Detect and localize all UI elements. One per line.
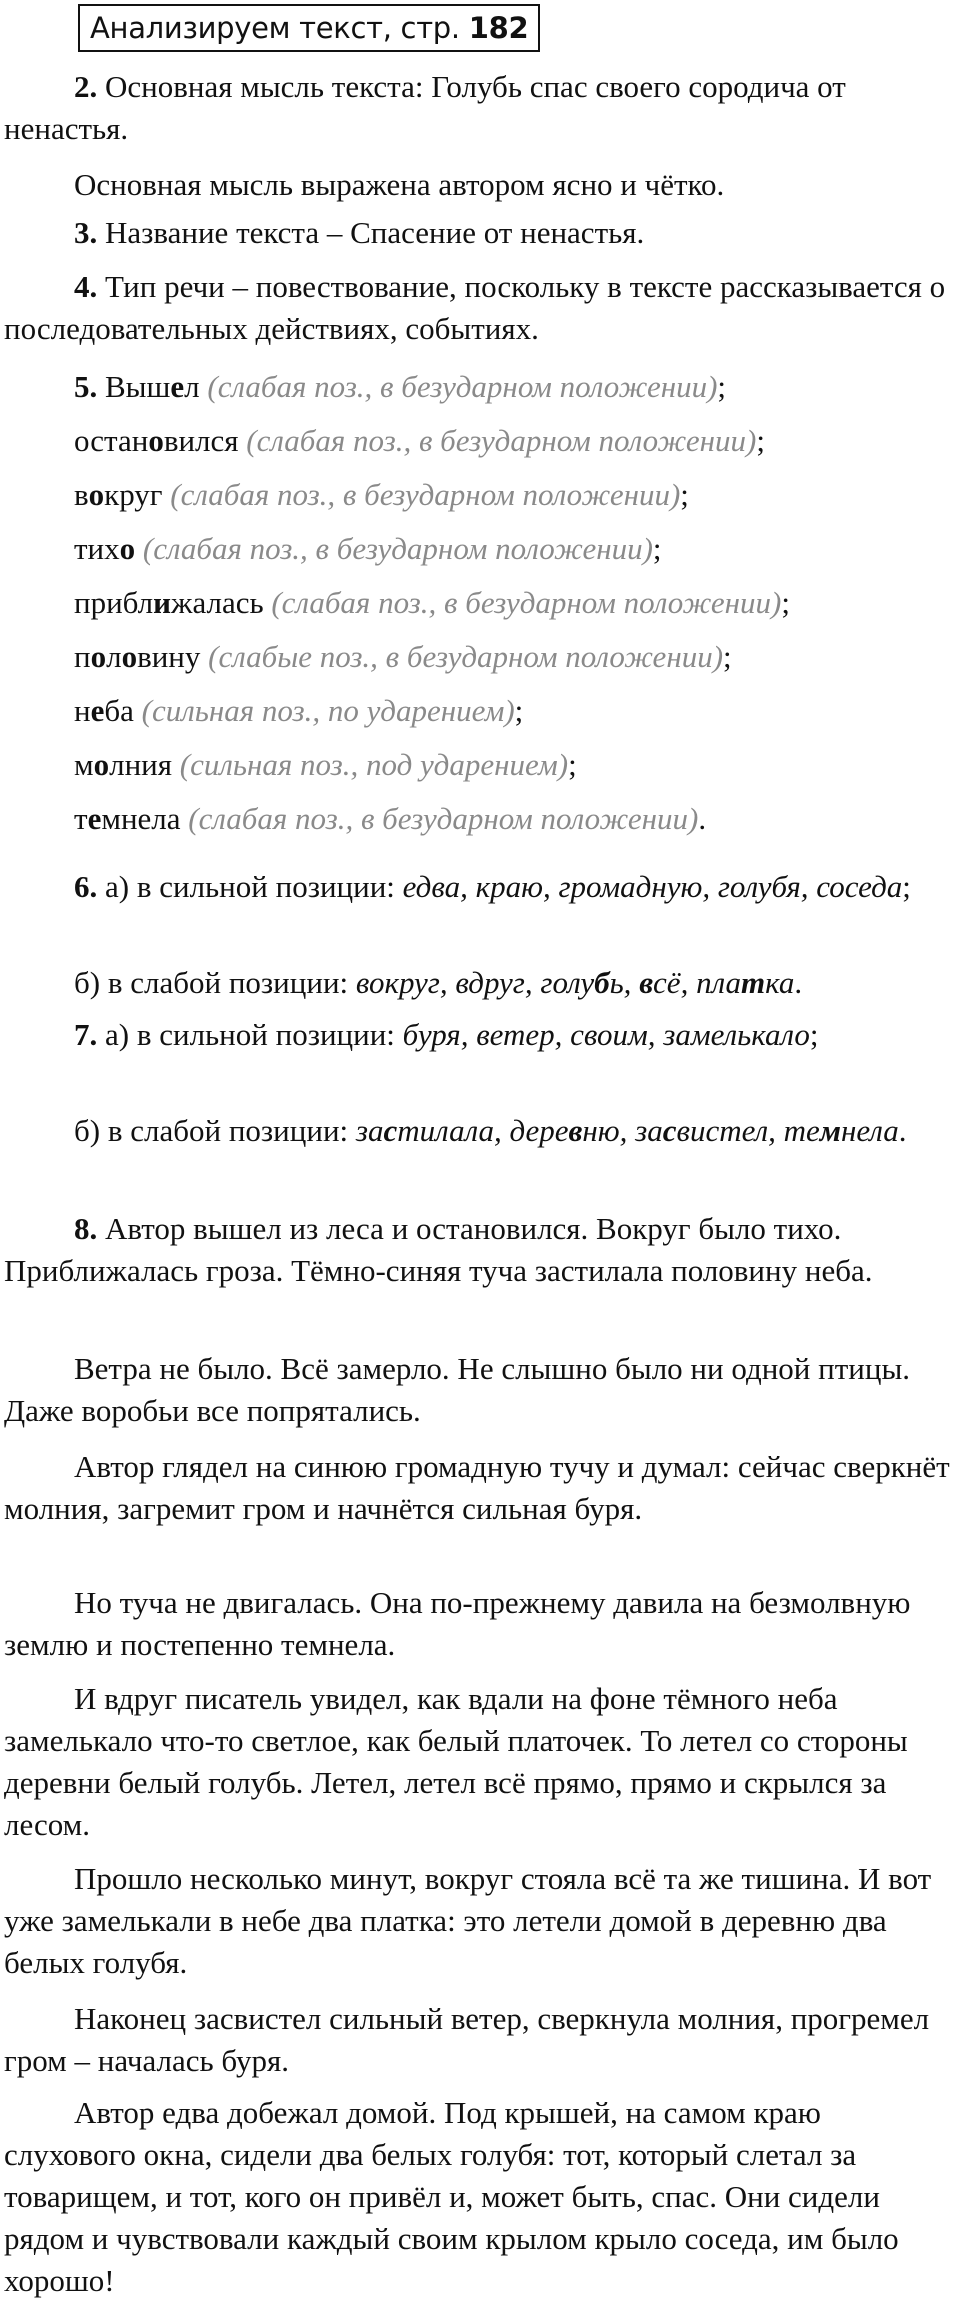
answer-label: а) в сильной позиции: [97, 1017, 403, 1052]
word-note: (слабая поз., в безударном положении) [238, 423, 757, 458]
answer-5-word-6 [74, 636, 954, 678]
word-note: (слабая поз., в безударном положении) [162, 477, 681, 512]
word-note: (слабая поз., в безударном положении) [135, 531, 653, 566]
word-vowel: о [93, 747, 110, 782]
answer-number: 2. [74, 69, 98, 104]
punct: ; [902, 869, 911, 904]
story-paragraph: Автор глядел на синюю громадную тучу и думал: сейчас сверкнёт молния, загремит гром и начнётся сильная буря. [4, 1449, 950, 1526]
answer-6b [4, 962, 956, 1004]
highlight-letter: с [662, 1113, 677, 1148]
word-part: п [74, 639, 91, 674]
word-part: т [74, 801, 88, 836]
word-part: прибл [74, 585, 154, 620]
answer-words: за [355, 1113, 384, 1148]
answer-5-word-8 [74, 744, 954, 786]
word-vowel: е [87, 801, 102, 836]
punct: ; [756, 423, 765, 458]
word-part: тих [74, 531, 120, 566]
word-note: (слабые поз., в безударном положении) [200, 639, 724, 674]
word-part: м [74, 747, 94, 782]
word-vowel: и [153, 585, 172, 620]
answer-words: вокруг, вдруг, голу [355, 965, 595, 1000]
word-part: н [74, 693, 91, 728]
word-vowel: о [119, 531, 136, 566]
word-part: Выш [97, 369, 171, 404]
answer-3 [4, 212, 956, 254]
answer-words: нела [841, 1113, 899, 1148]
word-vowel: о [88, 477, 105, 512]
answer-8 [4, 1208, 956, 1292]
answer-number: 8. [74, 1211, 98, 1246]
word-part: л [184, 369, 200, 404]
answer-number: 6. [74, 869, 98, 904]
word-part: в [74, 477, 89, 512]
highlight-letter: в [639, 965, 654, 1000]
answer-7a [4, 1014, 956, 1056]
answer-words: ню, за [582, 1113, 663, 1148]
punct: ; [781, 585, 791, 620]
word-note: (сильная поз., по ударением) [133, 693, 515, 728]
word-part: вился [163, 423, 239, 458]
answer-5-word-2 [74, 420, 954, 462]
answer-5-word-1 [74, 366, 954, 408]
answer-2 [4, 66, 956, 150]
punct: ; [723, 639, 732, 674]
punct: ; [652, 531, 662, 566]
word-part: остан [74, 423, 149, 458]
word-vowel: о [90, 639, 107, 674]
story-paragraph: Но туча не двигалась. Она по-прежнему давила на безмолвную землю и постепенно темнела. [4, 1585, 911, 1662]
answer-words: ь, [609, 965, 640, 1000]
answer-text: Тип речи – повествование, поскольку в тексте рассказывается о последовательных действиях, событиях. [4, 269, 946, 346]
punct: . [698, 801, 707, 836]
answer-2-continuation: Основная мысль выражена автором ясно и чётко. [74, 167, 725, 202]
word-part: жалась [171, 585, 264, 620]
word-part: лния [109, 747, 173, 782]
punct: ; [680, 477, 689, 512]
punct: . [898, 1113, 907, 1148]
section-header-label: Анализируем текст, стр. [90, 11, 460, 45]
answer-words: ка [765, 965, 795, 1000]
word-note: (слабая поз., в безударном положении) [180, 801, 699, 836]
story-paragraph: Прошло несколько минут, вокруг стояла всё та же тишина. И вот уже замелькали в небе два платка: это летели домой в деревню два белых голубя. [4, 1861, 932, 1980]
highlight-letter: б [594, 965, 610, 1000]
story-paragraph: Ветра не было. Всё замерло. Не слышно было ни одной птицы. Даже воробьи все попрятались. [4, 1351, 911, 1428]
word-part: вину [137, 639, 201, 674]
answer-5-word-4 [74, 528, 954, 570]
highlight-letter: в [568, 1113, 583, 1148]
word-note: (слабая поз., в безударном положении) [199, 369, 718, 404]
answer-words: буря, ветер, своим, замелькало [402, 1017, 810, 1052]
answer-words: сё, пла [653, 965, 741, 1000]
answer-5-word-5 [74, 582, 954, 624]
word-part: ба [104, 693, 134, 728]
word-part: мнела [101, 801, 181, 836]
answer-text: Автор вышел из леса и остановился. Вокруг было тихо. Приближалась гроза. Тёмно-синяя туча застилала половину неба. [4, 1211, 873, 1288]
word-vowel: е [90, 693, 105, 728]
word-vowel: о [121, 639, 138, 674]
answer-label: а) в сильной позиции: [97, 869, 403, 904]
answer-number: 7. [74, 1017, 98, 1052]
highlight-letter: м [819, 1113, 842, 1148]
answer-label: б) в слабой позиции: [74, 965, 356, 1000]
word-note: (слабая поз., в безударном положении) [263, 585, 782, 620]
punct: ; [514, 693, 524, 728]
answer-4 [4, 266, 956, 350]
punct: ; [809, 1017, 819, 1052]
answer-words: тилала, дере [397, 1113, 569, 1148]
answer-words: вистел, те [676, 1113, 820, 1148]
punct: ; [717, 369, 727, 404]
answer-5-word-7 [74, 690, 954, 732]
section-header-page: 182 [468, 11, 529, 45]
answer-text: Основная мысль текста: Голубь спас своего сородича от ненастья. [4, 69, 846, 146]
answer-6a [4, 866, 956, 908]
punct: . [794, 965, 803, 1000]
answer-number: 4. [74, 269, 98, 304]
answer-5-word-9 [74, 798, 954, 840]
story-paragraph: Автор едва добежал домой. Под крышей, на самом краю слухового окна, сидели два белых голубя: тот, который слетал за товарищем, и тот, кого он привёл и, может быть, спас. Они сидели рядом и чувствовали каждый своим крылом крыло соседа, им было хорошо! [4, 2095, 899, 2298]
highlight-letter: с [383, 1113, 398, 1148]
answer-words: едва, краю, громадную, голубя, соседа [402, 869, 903, 904]
answer-text: Название текста – Спасение от ненастья. [97, 215, 645, 250]
highlight-letter: т [740, 965, 766, 1000]
story-paragraph: Наконец засвистел сильный ветер, сверкнула молния, прогремел гром – началась буря. [4, 2001, 930, 2078]
word-part: круг [104, 477, 163, 512]
word-part: л [106, 639, 122, 674]
punct: ; [568, 747, 577, 782]
answer-5-word-3 [74, 474, 954, 516]
section-header [78, 4, 540, 52]
word-note: (сильная поз., под ударением) [172, 747, 569, 782]
word-vowel: е [170, 369, 185, 404]
story-paragraph: И вдруг писатель увидел, как вдали на фоне тёмного неба замелькало что-то светлое, как белый платочек. То летел со стороны деревни белый голубь. Летел, летел всё прямо, прямо и скрылся за лесом. [4, 1681, 908, 1842]
answer-number: 3. [74, 215, 98, 250]
answer-label: б) в слабой позиции: [74, 1113, 356, 1148]
answer-number: 5. [74, 369, 98, 404]
word-vowel: о [148, 423, 164, 458]
answer-7b [4, 1110, 956, 1152]
